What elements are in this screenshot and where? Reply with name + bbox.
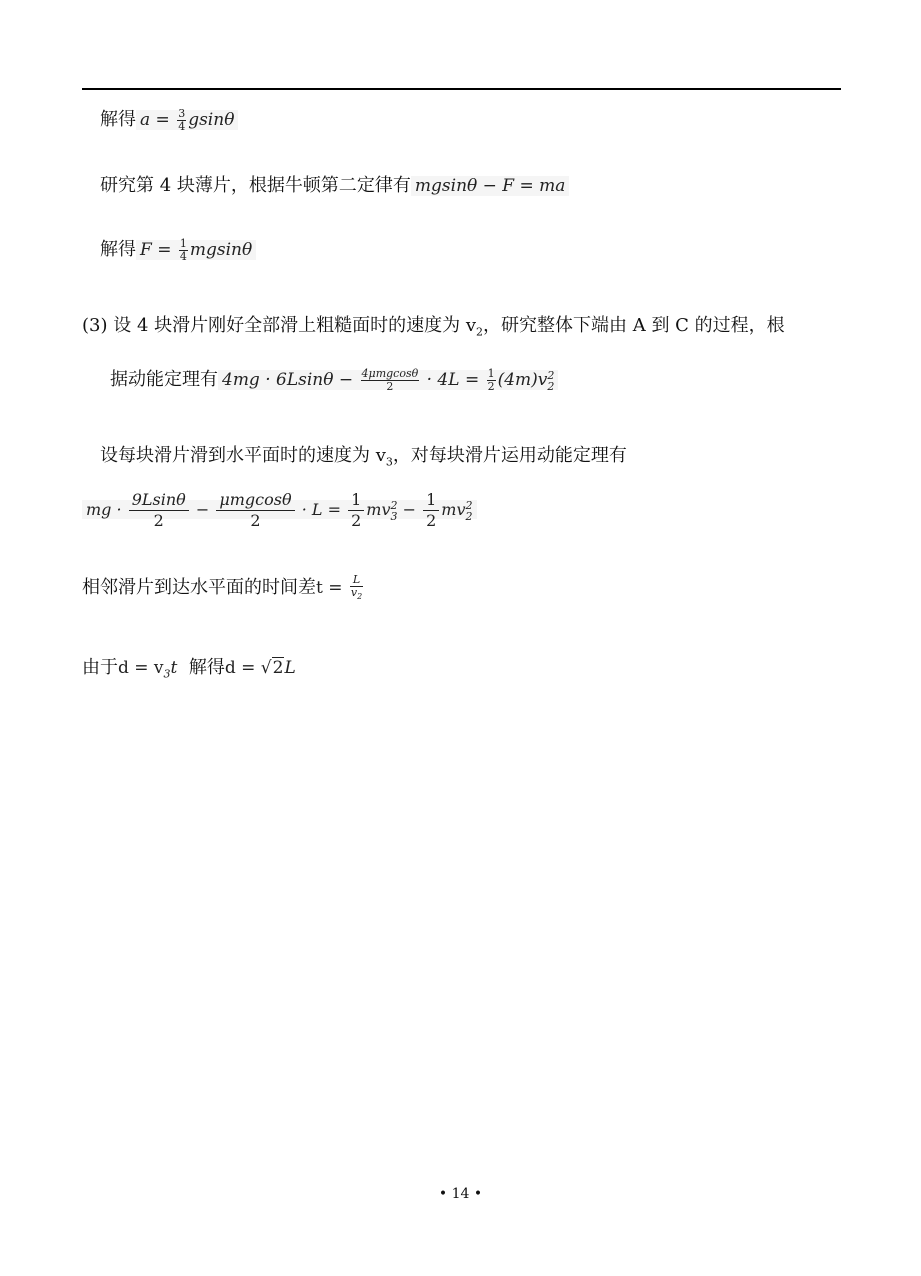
equation [316,573,365,602]
eq-rhs: mgsinθ [189,240,253,260]
eq-part: mv [441,500,466,519]
fraction [129,490,189,531]
frac-num: 1 [348,490,364,511]
frac-num: 1 [179,237,187,250]
eq-part: mg · [86,500,122,519]
text: 据动能定理有 [110,369,218,390]
frac-den: 2 [426,511,437,530]
text: 解得 [188,657,225,678]
equation [118,658,178,681]
subscript: 2 [476,325,484,339]
fraction [350,574,363,603]
eq-part: mv [366,500,391,519]
text: 相邻滑片到达水平面的时间差 [82,577,316,599]
operator: − [402,500,416,519]
solution-line-1 [100,108,238,133]
text: ，研究整体下端由 A 到 C 的过程，根 [483,315,785,336]
eq-part: (4m)v [497,370,548,390]
eq-part: d = v [118,658,164,678]
frac-num: 1 [487,367,495,380]
frac-den: 4 [179,250,187,263]
sqrt: √2 [260,658,284,678]
text: 解得 [100,109,136,130]
frac-den-var: v [350,586,358,599]
header-rule [82,88,841,90]
subscript: 2 [547,379,555,393]
frac-num: 9Lsinθ [129,490,189,511]
equation [136,237,256,263]
eq-rhs: gsinθ [188,110,235,130]
solution-line-6 [100,444,627,475]
eq-lhs: t = [316,578,343,599]
frac-den: 4 [178,120,186,133]
solution-line-3 [100,238,256,263]
fraction [179,238,188,263]
frac-den: 2 [386,380,394,393]
superscript: 2 [390,498,398,512]
page-number: • 14 • [438,1186,483,1202]
frac-num: μmgcosθ [216,490,294,511]
operator: − [195,500,210,519]
fraction [423,490,439,531]
solution-line-4 [82,314,785,345]
eq-lhs: a = [140,110,170,130]
fraction [348,490,364,531]
solution-line-5 [110,368,558,393]
superscript: 2 [465,498,473,512]
text: 设每块滑片滑到水平面时的速度为 v [100,445,386,466]
eq-part: · 4L = [426,370,480,390]
fraction [361,368,420,393]
subscript: 2 [465,509,473,523]
subscript: 3 [390,509,398,523]
equation [136,107,238,133]
eq-part: · L = [301,500,341,519]
eq-part: d = [224,658,256,678]
superscript: 2 [547,368,555,382]
frac-num: L [350,574,363,587]
subscript: 3 [163,667,171,681]
frac-den: 2 [153,511,164,530]
fraction [216,490,294,531]
fraction [177,108,186,133]
solution-line-7 [82,490,477,531]
frac-den: 2 [487,380,495,393]
frac-den [350,587,363,603]
subscript: 2 [357,592,363,602]
frac-num: 3 [178,107,186,120]
text: 解得 [100,239,136,260]
eq-part: t [170,658,178,678]
eq-part: 4mg · 6Lsinθ − [222,370,354,390]
text: 研究第 4 块薄片，根据牛顿第二定律有 [100,175,411,196]
eq-part: L [284,658,296,678]
radicand: 2 [272,658,284,678]
equation [225,658,296,678]
text: (3) 设 4 块滑片刚好全部滑上粗糙面时的速度为 v [82,315,477,336]
equation: mgsinθ − F = ma [411,176,570,196]
text: ，对每块滑片运用动能定理有 [392,445,627,466]
frac-num: 1 [423,490,439,511]
frac-den: 2 [250,511,261,530]
eq-lhs: F = [140,240,172,260]
subscript: 3 [385,455,393,469]
text: 由于 [82,657,118,678]
solution-line-8 [82,574,365,603]
equation [218,367,558,393]
solution-line-9 [82,656,296,686]
frac-den: 2 [351,511,362,530]
frac-num: 4μmgcosθ [361,367,419,380]
solution-line-2 [100,174,569,198]
fraction [487,368,496,393]
